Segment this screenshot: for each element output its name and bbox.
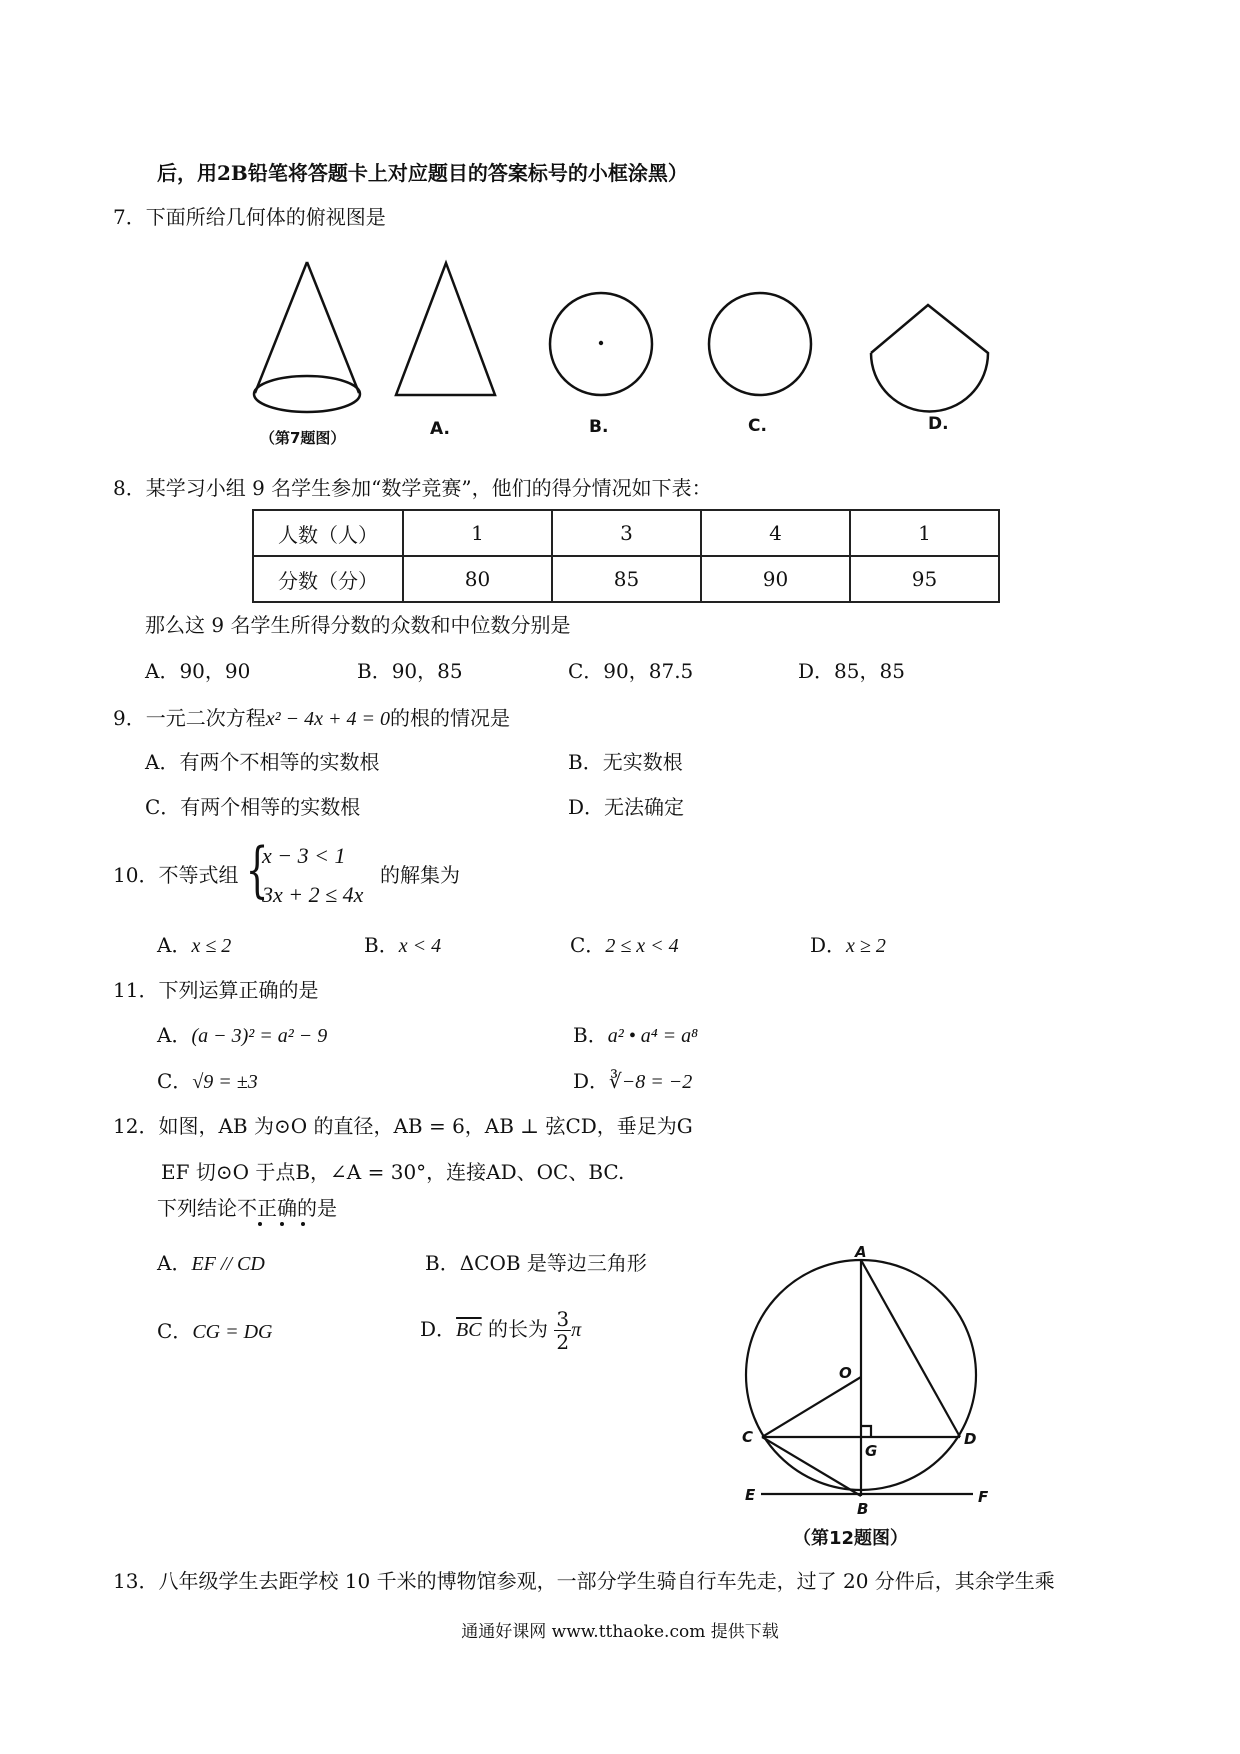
question-12-line-1: 12．如图，AB 为⊙O 的直径，AB = 6，AB ⊥ 弦CD，垂足为G [113,1114,693,1138]
segment-oc [762,1377,861,1437]
q9-option-d: D．无法确定 [568,795,685,819]
option-label: A． [157,933,192,957]
table-cell: 3 [552,510,701,556]
header-instruction: 后，用2B铅笔将答题卡上对应题目的答案标号的小框涂黑） [157,161,688,185]
q8-option-d: D．85，85 [798,659,905,683]
option-label: A． [157,1023,192,1047]
arc-bc: $\overline{BC}$ [456,1319,482,1341]
option-math: CG = DG [192,1321,273,1343]
point-f-label: F [978,1488,989,1506]
option-label: B． [573,1023,608,1047]
option-label: C． [570,933,606,957]
question-7-stem: 7．下面所给几何体的俯视图是 [113,205,386,229]
brace-symbol: { [245,835,269,905]
question-11-stem: 11．下列运算正确的是 [113,978,319,1002]
option-math: a² • a⁴ = a⁸ [607,1025,699,1047]
table-cell: 90 [701,556,850,602]
option-label: D． [420,1317,457,1341]
q9-option-a: A．有两个不相等的实数根 [145,750,380,774]
table-cell: 85 [552,556,701,602]
q8-option-b: B．90，85 [357,659,463,683]
option-math: EF // CD [191,1253,265,1275]
table-cell: 1 [403,510,552,556]
table-header-count: 人数（人） [253,510,403,556]
option-label: C． [157,1069,193,1093]
right-angle-mark [861,1426,871,1437]
option-d-label: D. [928,414,949,434]
question-13-stem: 13．八年级学生去距学校 10 千米的博物馆参观，一部分学生骑自行车先走，过了 20 分件后，其余学生乘 [113,1569,1055,1593]
question-10-prefix: 10．不等式组 [113,863,239,887]
q9-stem-suffix: 的根的情况是 [389,706,510,730]
table-cell: 80 [403,556,552,602]
point-g-label: G [865,1442,878,1460]
question-10-suffix: 的解集为 [380,863,460,887]
table-header-score: 分数（分） [253,556,403,602]
option-label: A． [157,1251,192,1275]
option-d-text: 的长为 [487,1317,548,1341]
page-footer: 通通好课网 www.tthaoke.com 提供下载 [461,1622,779,1642]
question-12-figure-caption: （第12题图） [793,1528,909,1549]
table-cell: 4 [701,510,850,556]
segment-ad [861,1260,960,1437]
question-12-line-2: EF 切⊙O 于点B，∠A = 30°，连接AD、OC、BC. [161,1160,625,1184]
q8-option-c: C．90，87.5 [568,659,694,683]
option-b-label: B. [589,417,609,437]
point-c-label: C [742,1428,754,1446]
option-label: D． [573,1069,610,1093]
q10-inequality-1: x − 3 < 1 [262,843,346,868]
question-8-stem: 8．某学习小组 9 名学生参加“数学竞赛”，他们的得分情况如下表： [113,476,712,500]
q9-option-c: C．有两个相等的实数根 [145,795,361,819]
point-e-label: E [745,1486,756,1504]
point-d-label: D [964,1430,977,1448]
pi-symbol: π [571,1319,582,1341]
option-math: x ≥ 2 [846,935,886,957]
option-math: ΔCOB 是等边三角形 [459,1251,647,1275]
question-7-figure-caption: （第7题图） [260,429,346,447]
segment-bc [762,1437,861,1496]
option-a-label: A. [430,419,450,439]
option-math: √9 = ±3 [192,1071,258,1093]
option-label: B． [364,933,399,957]
option-label: B． [425,1251,460,1275]
table-cell: 1 [850,510,999,556]
option-math: (a − 3)² = a² − 9 [191,1025,328,1047]
fraction-denominator: 2 [556,1330,570,1354]
point-o-label: O [839,1364,852,1382]
option-label: C． [157,1319,193,1343]
fraction-numerator: 3 [556,1307,570,1331]
table-cell: 95 [850,556,999,602]
q9-option-b: B．无实数根 [568,750,683,774]
option-math: x < 4 [398,935,442,957]
option-c-label: C. [748,416,767,436]
q9-equation: x² − 4x + 4 = 0 [265,708,390,730]
option-label: D． [810,933,847,957]
question-8-follow: 那么这 9 名学生所得分数的众数和中位数分别是 [145,613,571,637]
q10-inequality-2: 3x + 2 ≤ 4x [262,882,364,907]
point-b-label: B [857,1500,869,1518]
question-12-line-3: 下列结论不正确的是 [157,1196,337,1220]
option-math: x ≤ 2 [191,935,232,957]
option-math: ∛−8 = −2 [609,1071,693,1093]
point-a-label: A [855,1243,867,1261]
option-math: 2 ≤ x < 4 [605,935,679,957]
q8-option-a: A．90，90 [145,659,251,683]
q9-stem-prefix: 9．一元二次方程 [113,706,266,730]
